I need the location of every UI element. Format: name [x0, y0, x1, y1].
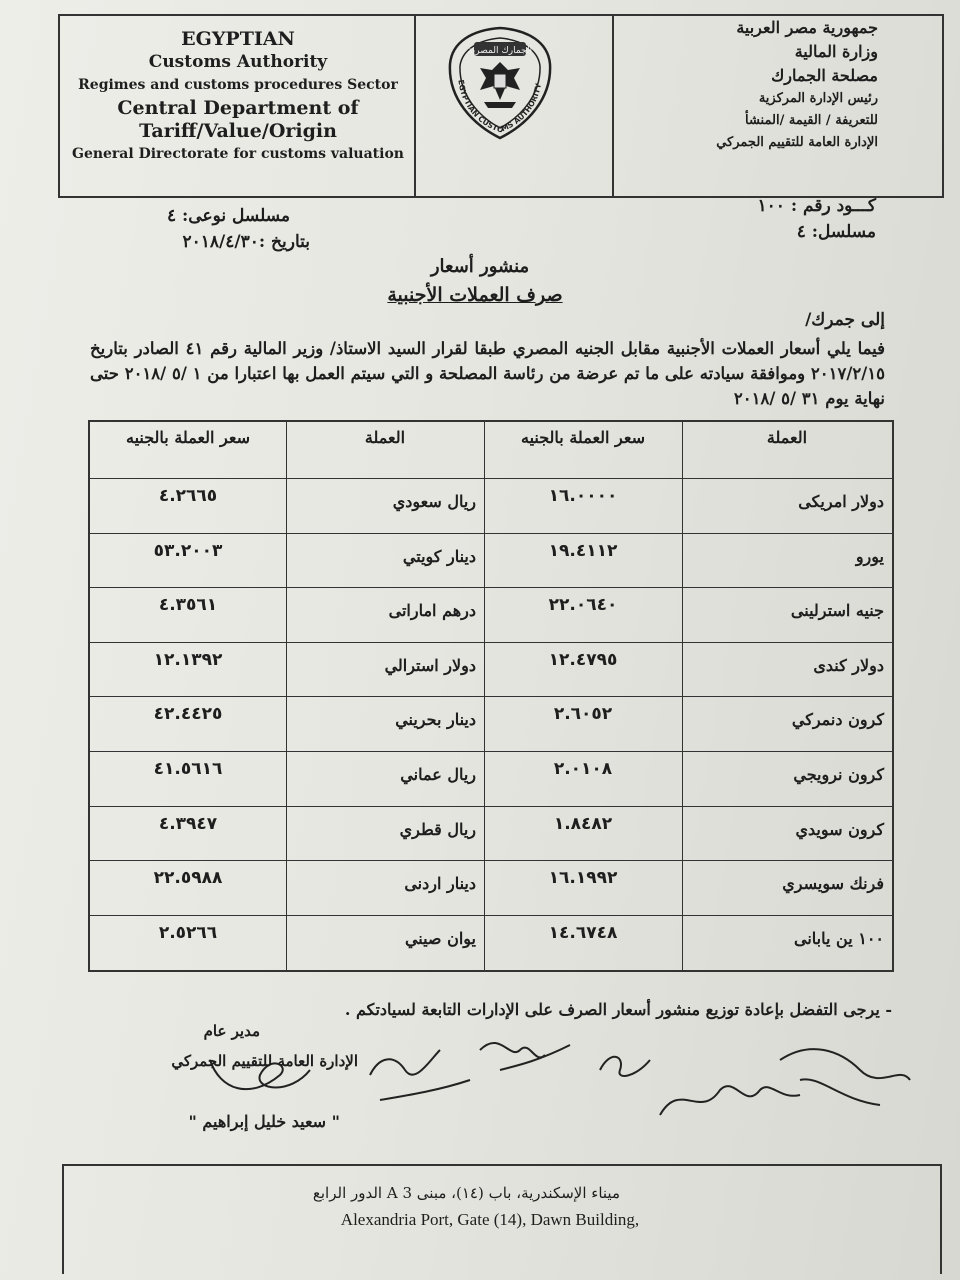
exchange-rate-cell: ٢٢.٥٩٨٨ [153, 868, 223, 889]
letterhead-divider [414, 16, 416, 196]
currency-name-cell: كرون نرويجي [793, 765, 884, 784]
letterhead-ar-line: للتعريفة / القيمة /المنشأ [745, 113, 878, 128]
letterhead-en-line: Tariff/Value/Origin [139, 120, 337, 142]
exchange-rate-cell: ٥٣.٢٠٠٣ [153, 540, 223, 561]
exchange-rate-cell: ٤.٣٥٦١ [158, 595, 218, 616]
letterhead-arabic [614, 16, 878, 154]
table-row-divider [90, 587, 892, 588]
exchange-rate-cell: ١٢.١٣٩٢ [153, 649, 223, 670]
footer-address-arabic: ميناء الإسكندرية، باب (١٤)، مبنى A 3 الدور الرابع [312, 1184, 620, 1202]
table-header-cell: سعر العملة بالجنيه [520, 428, 646, 447]
recipient-line: إلى جمرك/ [805, 310, 885, 330]
table-row-divider [90, 915, 892, 916]
seal-top-text: الجمارك المصرية [467, 46, 533, 56]
currency-name-cell: ١٠٠ ين يابانى [794, 928, 884, 948]
signatory-department: الإدارة العامة للتقييم الجمركي [171, 1052, 358, 1070]
exchange-rates-table [88, 420, 894, 972]
exchange-rate-cell: ٤.٣٩٤٧ [158, 813, 218, 834]
currency-name-cell: جنيه استرلينى [790, 601, 884, 621]
letterhead-ar-line: مصلحة الجمارك [771, 66, 878, 85]
letterhead-ar-line: جمهورية مصر العربية [736, 18, 878, 37]
table-header-cell: العملة [766, 428, 808, 447]
document-date: بتاريخ :٢٠١٨/٤/٣٠ [182, 232, 310, 252]
table-row-divider [90, 478, 892, 479]
currency-name-cell: ريال سعودي [392, 492, 476, 511]
letterhead-ar-line: رئيس الإدارة المركزية [758, 91, 878, 106]
signatory-title: مدير عام [203, 1022, 260, 1040]
table-header-cell: العملة [364, 428, 406, 447]
exchange-rate-cell: ١٢.٤٧٩٥ [548, 649, 618, 670]
distribution-note: - يرجى التفضل بإعادة توزيع منشور أسعار الصرف على الإدارات التابعة لسيادتكم . [344, 1000, 892, 1019]
table-row-divider [90, 642, 892, 643]
exchange-rate-cell: ٢.٦٠٥٢ [553, 704, 613, 725]
letterhead-en-line: Customs Authority [148, 52, 328, 72]
footer-address-english: Alexandria Port, Gate (14), Dawn Building, [340, 1210, 640, 1229]
currency-name-cell: يورو [855, 546, 884, 566]
exchange-rate-cell: ١.٨٤٨٢ [553, 813, 613, 834]
exchange-rate-cell: ٤.٢٦٦٥ [158, 486, 218, 506]
currency-name-cell: دينار اردنى [404, 874, 476, 894]
currency-name-cell: دولار امريكى [798, 492, 884, 511]
currency-name-cell: كرون دنمركي [791, 710, 884, 730]
currency-name-cell: دولار كندى [813, 655, 884, 675]
table-row-divider [90, 696, 892, 697]
currency-name-cell: كرون سويدي [795, 819, 884, 839]
table-row-divider [90, 806, 892, 807]
table-row-divider [90, 751, 892, 752]
currency-name-cell: ريال قطري [399, 819, 476, 839]
letterhead-en-line: Regimes and customs procedures Sector [78, 77, 398, 93]
exchange-rate-cell: ٢.٠١٠٨ [553, 759, 613, 779]
currency-name-cell: درهم اماراتى [388, 601, 476, 621]
customs-authority-seal-icon [444, 24, 556, 142]
currency-name-cell: دولار استرالي [384, 655, 476, 675]
exchange-rate-cell: ١٤.٦٧٤٨ [548, 922, 618, 943]
letterhead-english [62, 28, 414, 166]
body-paragraph: فيما يلي أسعار العملات الأجنبية مقابل الجنيه المصري طبقا لقرار السيد الاستاذ/ وزير المالية رقم ٤١ الصادر بتاريخ ٢٠١٧/٢/١٥ وموافقة سيادته على ما تم عرضة من رئاسة المصلحة و التي سيتم العمل بها اعتبارا من ١ /٥ /٢٠١٨ حتى نهاية يوم ٣١ /٥ /٢٠١٨ [90, 339, 885, 408]
table-row-divider [90, 533, 892, 534]
exchange-rate-cell: ١٦.٠٠٠٠ [548, 486, 618, 506]
document-subtitle: صرف العملات الأجنبية [387, 284, 563, 306]
seal-ring-text: EGYPTIAN CUSTOMS AUTHORITY [456, 79, 544, 135]
letterhead-ar-line: وزارة المالية [794, 42, 878, 61]
currency-name-cell: يوان صيني [404, 928, 476, 948]
letterhead-ar-line: الإدارة العامة للتقييم الجمركي [716, 135, 878, 150]
code-number: كـــود رقم : ١٠٠ [757, 196, 876, 216]
exchange-rate-cell: ١٩.٤١١٢ [548, 540, 618, 561]
table-header-cell: سعر العملة بالجنيه [125, 428, 251, 447]
signatory-name: " سعيد خليل إبراهيم " [188, 1112, 340, 1131]
currency-name-cell: دينار بحريني [395, 710, 476, 730]
letterhead-en-line: General Directorate for customs valuation [71, 146, 404, 162]
letterhead-en-line: EGYPTIAN [181, 28, 295, 50]
document-title: منشور أسعار [430, 256, 530, 277]
letterhead-en-line: Central Department of [117, 97, 359, 119]
serial-number: مسلسل: ٤ [796, 222, 876, 242]
exchange-rate-cell: ٢٢.٠٦٤٠ [548, 595, 618, 616]
exchange-rate-cell: ٤٢.٤٤٢٥ [153, 704, 223, 725]
currency-name-cell: فرنك سويسري [782, 874, 884, 894]
currency-name-cell: ريال عماني [400, 765, 476, 784]
exchange-rate-cell: ٤١.٥٦١٦ [153, 759, 223, 779]
type-serial: مسلسل نوعى: ٤ [166, 206, 290, 226]
exchange-rate-cell: ١٦.١٩٩٢ [548, 868, 618, 889]
table-row-divider [90, 860, 892, 861]
exchange-rate-cell: ٢.٥٢٦٦ [158, 922, 218, 943]
currency-name-cell: دينار كويتي [402, 546, 476, 566]
